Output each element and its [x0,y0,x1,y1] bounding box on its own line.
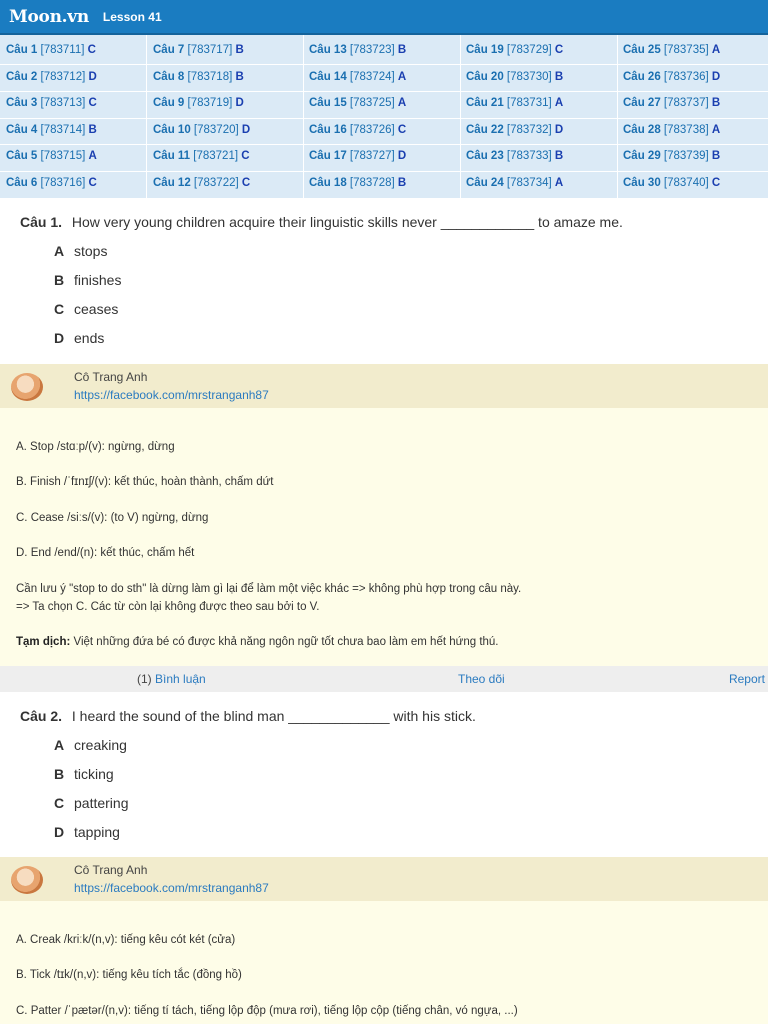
explanation-line: A. Stop /stɑːp/(v): ngừng, dừng [16,441,175,453]
answer-key-cell[interactable] [309,170,406,197]
question-code: [783736] [663,70,709,83]
answer-letter: A [397,97,407,110]
avatar [11,866,43,894]
question-code: [783738] [663,123,709,136]
question-link[interactable]: Câu 15 [309,97,347,110]
option-letter: D [54,824,65,840]
answer-key-cell[interactable] [466,64,563,91]
answer-key-cell[interactable] [466,143,563,170]
answer-key-cell[interactable] [153,64,250,91]
question-link[interactable]: Câu 7 [153,44,185,56]
question-code: [783725] [349,97,395,110]
answer-key-cell[interactable] [623,37,720,64]
question-1 [20,214,623,230]
question-code: [783719] [187,97,233,110]
answer-key-cell[interactable] [466,37,563,64]
question-code: [783716] [40,176,86,189]
teacher-name: Cô Trang Anh [74,863,148,877]
question-link[interactable]: Câu 20 [466,70,504,83]
answer-key-cell[interactable] [623,143,720,170]
comment-label: Bình luận [155,672,206,686]
answer-letter: D [241,123,251,136]
question-link[interactable]: Câu 12 [153,176,191,189]
question-link[interactable]: Câu 25 [623,44,661,56]
question-code: [783732] [506,123,552,136]
option-text: ticking [74,766,114,782]
question-link[interactable]: Câu 8 [153,70,185,83]
grid-divider [303,35,304,198]
question-code: [783740] [663,176,709,189]
answer-letter: B [554,150,564,163]
question-code: [783735] [663,44,709,56]
question-link[interactable]: Câu 6 [6,176,38,189]
option-c[interactable] [54,301,118,317]
report-button[interactable]: Report [728,672,765,686]
option-letter: B [54,272,65,288]
explanation-line: B. Tick /tɪk/(n,v): tiếng kêu tích tắc (đồng hồ) [16,969,242,981]
answer-key-cell[interactable] [309,117,406,144]
explanation-line: D. End /end/(n): kết thúc, chấm hết [16,547,195,559]
question-code: [783734] [506,176,552,189]
answer-letter: C [397,123,407,136]
answer-letter: B [235,70,244,83]
question-code: [783726] [349,123,395,136]
option-d[interactable] [54,824,120,840]
answer-letter: A [711,123,721,136]
question-link[interactable]: Câu 18 [309,176,347,189]
answer-letter: C [241,150,250,163]
answer-key-cell[interactable] [153,117,250,144]
explanation-line: Cần lưu ý "stop to do sth" là dừng làm gì lại để làm một việc khác => không phù hợp trong câu này. [16,583,522,595]
question-link[interactable]: Câu 10 [153,123,191,136]
grid-column [309,37,406,197]
question-code: [783723] [349,44,395,56]
answer-letter: B [397,44,407,56]
question-link[interactable]: Câu 27 [623,97,661,110]
question-code: [783727] [349,150,395,163]
answer-letter: A [711,44,721,56]
follow-button[interactable]: Theo dõi [458,672,505,686]
explanation-line: C. Cease /siːs/(v): (to V) ngừng, dừng [16,512,209,524]
answer-letter: C [88,176,97,189]
option-letter: A [54,737,65,753]
answer-letter: C [241,176,251,189]
grid-divider [617,35,618,198]
question-link[interactable]: Câu 17 [309,150,347,163]
teacher-name: Cô Trang Anh [74,370,148,384]
question-text: I heard the sound of the blind man _____________ with his stick. [71,708,476,724]
question-number: Câu 1. [20,214,63,230]
question-text: How very young children acquire their linguistic skills never ____________ to amaze me. [71,214,623,230]
answer-key-cell[interactable] [6,37,97,64]
question-code: [783722] [193,176,239,189]
answer-key-cell[interactable] [623,90,720,117]
explanation [0,901,768,1024]
answer-letter: D [235,97,244,110]
question-code: [783717] [187,44,233,56]
option-letter: B [54,766,65,782]
option-d[interactable] [54,330,104,346]
answer-letter: D [554,123,564,136]
answer-letter: B [554,70,564,83]
grid-column [466,37,563,197]
question-code: [783737] [663,97,709,110]
answer-key-cell[interactable] [6,170,97,197]
site-logo[interactable]: Moon.vn [9,6,89,27]
question-link[interactable]: Câu 23 [466,150,504,163]
question-link[interactable]: Câu 22 [466,123,504,136]
question-link[interactable]: Câu 2 [6,70,38,83]
answer-key-cell[interactable] [6,90,97,117]
option-text: ceases [74,301,119,317]
question-code: [783718] [187,70,233,83]
question-code: [783721] [193,150,239,163]
translation-text: Việt những đứa bé có được khả năng ngôn ngữ tốt chưa bao làm em hết hứng thú. [70,636,499,648]
answer-letter: A [554,176,564,189]
question-link[interactable]: Câu 5 [6,150,38,163]
option-text: tapping [74,824,120,840]
option-text: stops [74,243,108,259]
answer-letter: A [397,70,407,83]
question-link[interactable]: Câu 30 [623,176,661,189]
translation-label: Tạm dịch: [16,636,71,648]
answer-key-cell[interactable] [623,64,720,91]
question-code: [783728] [349,176,395,189]
option-a[interactable] [54,737,127,753]
answer-key-cell[interactable] [153,90,250,117]
action-bar [0,666,768,692]
answer-key-cell[interactable] [466,170,563,197]
option-letter: D [54,330,65,346]
explanation-line: B. Finish /ˈfɪnɪʃ/(v): kết thúc, hoàn thành, chấm dứt [16,476,274,488]
question-link[interactable]: Câu 4 [6,123,38,136]
answer-letter: C [711,176,721,189]
explanation-line: C. Patter /ˈpætər/(n,v): tiếng tí tách, tiếng lộp độp (mưa rơi), tiếng lộp cộp (tiếng chân, vó ngựa, ...) [16,1005,518,1017]
question-link[interactable]: Câu 21 [466,97,504,110]
lesson-title: Lesson 41 [102,9,162,24]
question-code: [783733] [506,150,552,163]
teacher-bar [0,364,768,408]
answer-key-cell[interactable] [623,170,720,197]
answer-key-cell[interactable] [6,143,97,170]
question-2 [20,708,476,724]
answer-key-cell[interactable] [6,117,97,144]
explanation [0,408,768,666]
answer-letter: D [88,70,97,83]
answer-letter: B [711,97,721,110]
option-text: ends [74,330,105,346]
question-link[interactable]: Câu 26 [623,70,661,83]
comment-button[interactable] [137,672,206,686]
question-code: [783729] [506,44,552,56]
answer-key-cell[interactable] [309,90,406,117]
option-text: creaking [74,737,127,753]
option-letter: C [54,301,65,317]
question-code: [783731] [506,97,552,110]
question-link[interactable]: Câu 14 [309,70,347,83]
translation-line [16,636,499,648]
option-text: finishes [74,272,122,288]
answer-letter: C [88,97,97,110]
option-b[interactable] [54,766,114,782]
answer-key-cell[interactable] [153,170,250,197]
question-code: [783730] [506,70,552,83]
answer-key-grid [0,35,768,198]
teacher-bar [0,857,768,901]
question-link[interactable]: Câu 13 [309,44,347,56]
answer-letter: C [87,44,96,56]
answer-letter: A [88,150,97,163]
option-letter: A [54,243,65,259]
grid-column [153,37,250,197]
question-link[interactable]: Câu 19 [466,44,504,56]
answer-key-cell[interactable] [466,90,563,117]
question-code: [783724] [349,70,395,83]
question-link[interactable]: Câu 24 [466,176,504,189]
grid-divider [146,35,147,198]
answer-letter: C [554,44,564,56]
explanation-line: A. Creak /kriːk/(n,v): tiếng kêu cót két (cửa) [16,934,236,946]
answer-letter: D [397,150,407,163]
answer-letter: A [554,97,564,110]
option-a[interactable] [54,243,107,259]
comment-count: (1) [137,672,152,686]
question-code: [783713] [40,97,86,110]
question-code: [783720] [193,123,239,136]
answer-key-cell[interactable] [623,117,720,144]
answer-letter: B [88,123,97,136]
explanation-line: => Ta chọn C. Các từ còn lại không được theo sau bởi to V. [16,601,320,613]
answer-letter: B [397,176,407,189]
question-link[interactable]: Câu 11 [153,150,191,163]
answer-letter: B [235,44,244,56]
answer-letter: D [711,70,721,83]
question-link[interactable]: Câu 16 [309,123,347,136]
grid-divider [460,35,461,198]
teacher-link[interactable]: https://facebook.com/mrstranganh87 [74,881,269,895]
option-c[interactable] [54,795,128,811]
question-link[interactable]: Câu 29 [623,150,661,163]
grid-column [623,37,720,197]
answer-key-cell[interactable] [153,143,250,170]
answer-key-cell[interactable] [309,143,406,170]
option-text: pattering [74,795,129,811]
question-link[interactable]: Câu 1 [6,44,38,56]
question-code: [783714] [40,123,86,136]
answer-key-cell[interactable] [466,117,563,144]
question-code: [783711] [40,44,85,56]
grid-column [6,37,97,197]
question-link[interactable]: Câu 3 [6,97,38,110]
answer-key-cell[interactable] [309,64,406,91]
question-link[interactable]: Câu 28 [623,123,661,136]
top-bar [0,0,768,35]
question-link[interactable]: Câu 9 [153,97,185,110]
question-number: Câu 2. [20,708,63,724]
option-letter: C [54,795,65,811]
answer-key-cell[interactable] [153,37,250,64]
answer-key-cell[interactable] [6,64,97,91]
question-code: [783715] [40,150,86,163]
teacher-link[interactable]: https://facebook.com/mrstranganh87 [74,388,269,402]
question-code: [783712] [40,70,86,83]
answer-letter: B [711,150,721,163]
avatar [11,373,43,401]
question-code: [783739] [663,150,709,163]
option-b[interactable] [54,272,121,288]
answer-key-cell[interactable] [309,37,406,64]
